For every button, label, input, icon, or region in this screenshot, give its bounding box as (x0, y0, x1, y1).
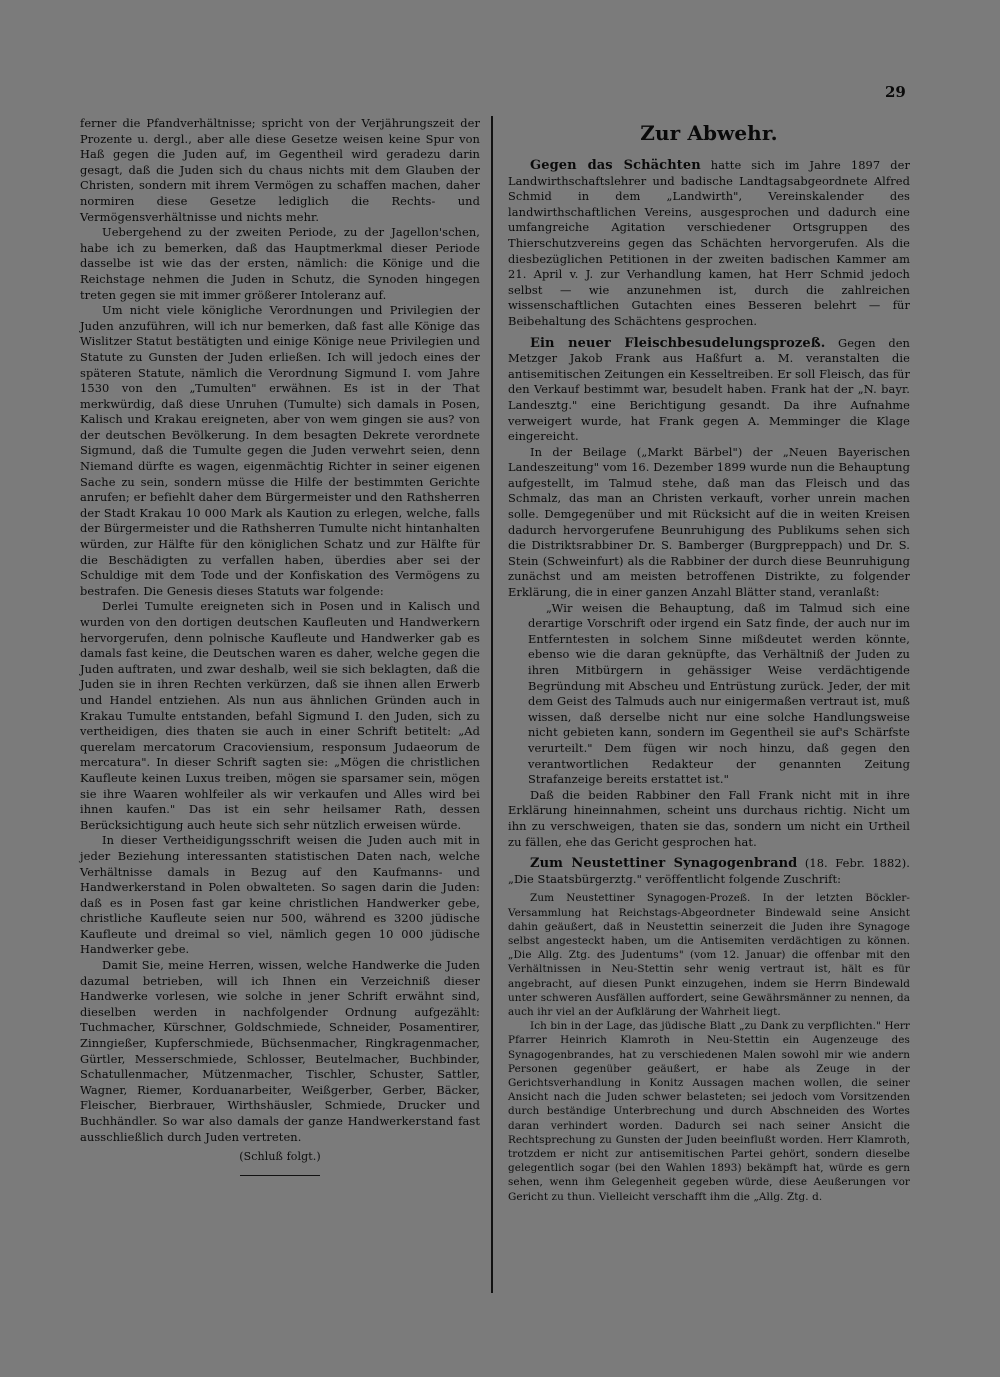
closing-rule (240, 1175, 320, 1176)
paragraph: Daß die beiden Rabbiner den Fall Frank nicht mit in ihre Erklärung hineinnahmen, scheint uns durchaus richtig. Nicht um ihn zu verschweigen, thaten sie das, sondern um nicht ein Urtheil zu fällen, ehe das Gericht gesprochen hat. (508, 787, 910, 849)
quoted-declaration: „Wir weisen die Behauptung, daß im Talmud sich eine derartige Vorschrift oder irgend ein Satz finde, der auch nur im Entferntesten in solchem Sinne mißdeutet werden könnte, ebenso wie die daran geknüpfte, das Verhältniß der Juden zu ihren Mitbürgern in gehässiger Weise verdächtigende Begründung mit Abscheu und Entrüstung zurück. Jeder, der mit dem Geist des Talmuds auch nur einigermaßen vertraut ist, muß wissen, daß derselbe nicht nur eine solche Handlungsweise nicht gebieten kann, sondern im Gegentheil sie auf's Schärfste verurteilt." Dem fügen wir noch hinzu, daß gegen den verantwortlichen Redakteur der genannten Zeitung Strafanzeige bereits erstattet ist." (528, 600, 910, 787)
column-divider (491, 116, 493, 1293)
article-heading: Ein neuer Fleischbesudelungsprozeß. (530, 335, 826, 351)
article-text: hatte sich im Jahre 1897 der Landwirthschaftslehrer und badische Landtagsabgeordnete Alfred Schmid in dem „Landwirth", Vereinskalender des landwirthschaftlichen Vereins, ausgesprochen und dadurch eine umfangreiche Agitation verschiedener Ortsgruppen des Thierschutzvereins gegen das Schächten hervorgerufen. Als die diesbezüglichen Petitionen in der zweiten badischen Kammer am 21. April v. J. zur Verhandlung kamen, hat Herr Schmid jedoch selbst — wie anzunehmen ist, durch die zahlreichen wissenschaftlichen Gutachten eines Besseren belehrt — für Beibehaltung des Schächtens gesprochen. (508, 158, 911, 328)
left-column (80, 116, 480, 1176)
paragraph: Derlei Tumulte ereigneten sich in Posen und in Kalisch und wurden von den dortigen deutschen Kaufleuten und Handwerkern hervorgerufen, denn polnische Kaufleute und Handwerker gab es damals fast keine, die Deutschen waren es daher, welche gegen die Juden auftraten, und zwar deshalb, weil sie sich beklagten, daß die Juden sie in ihren Rechten verkürzen, daß sie ihnen allen Erwerb und Handel entziehen. Als nun aus ähnlichen Gründen auch in Krakau Tumulte entstanden, befahl Sigmund I. den Juden, sich zu vertheidigen, dies thaten sie auch in einer Schrift betitelt: „Ad querelam mercatorum Cracoviensium, responsum Judaeorum de mercatura". In dieser Schrift sagten sie: „Mögen die christlichen Kaufleute keinen Luxus treiben, mögen sie sparsamer sein, mögen sie ihre Waaren wohlfeiler als wir verkaufen und Alles wird bei ihnen kaufen." Das ist ein sehr heilsamer Rath, dessen Berücksichtigung auch heute sich sehr nützlich erweisen würde. (80, 599, 480, 832)
paragraph: ferner die Pfandverhältnisse; spricht von der Verjährungszeit der Prozente u. dergl., aber alle diese Gesetze weisen keine Spur von Haß gegen die Juden auf, im Gegentheil wird geradezu darin gesagt, daß die Juden sich du chaus nichts mit dem Glauben der Christen, sondern mit ihrem Vermögen zu schaffen machen, daher normiren diese Gesetze lediglich die Rechts- und Vermögensverhältnisse und nichts mehr. (80, 116, 480, 224)
article-fleischbesudelung (508, 336, 910, 445)
article-schaechten (508, 158, 910, 330)
letter-paragraph: Ich bin in der Lage, das jüdische Blatt „zu Dank zu verpflichten." Herr Pfarrer Heinrich Klamroth in Neu-Stettin ein Augenzeuge des Synagogenbrandes, hat zu verschiedenen Malen sowohl mir wie andern Personen gegenüber geäußert, er habe als Zeuge in der Gerichtsverhandlung in Konitz Aussagen machen wollen, die seiner Ansicht nach die Juden schwer belasteten; sei jedoch vom Vorsitzenden durch beständige Unterbrechung und durch Abschneiden des Wortes daran verhindert worden. Dadurch sei nach seiner Ansicht die Rechtsprechung zu Gunsten der Juden beeinflußt worden. Herr Klamroth, trotzdem er nicht zur antisemitischen Partei gehört, sondern dieselbe gelegentlich sogar (bei den Wahlen 1893) bekämpft hat, würde es gern sehen, wenn ihm Gelegenheit gegeben würde, diese Aeußerungen vor Gericht zu thun. Vielleicht verschafft ihm die „Allg. Ztg. d. (508, 1020, 910, 1203)
article-text: (18. Febr. 1882). „Die Staatsbürgerztg." veröffentlicht folgende Zuschrift: (508, 856, 910, 886)
article-text: Gegen den Metzger Jakob Frank aus Haßfurt a. M. veranstalten die antisemitischen Zeitungen ein Kesseltreiben. Er soll Fleisch, das für den Verkauf bestimmt war, besudelt haben. Frank hat der „N. bayr. Landesztg." eine Berichtigung gesandt. Da ihre Aufnahme verweigert wurde, hat Frank gegen A. Memminger die Klage eingereicht. (508, 335, 910, 444)
paragraph: In dieser Vertheidigungsschrift weisen die Juden auch mit in jeder Beziehung interessanten statistischen Daten nach, welche Verhältnisse damals in Bezug auf den Kaufmanns- und Handwerkerstand in Polen obwalteten. So sagen darin die Juden: daß es in Posen fast gar keine christlichen Handwerker gebe, christliche Kaufleute seien nur 500, während es 3200 jüdische Kaufleute und dreimal so viel, nämlich gegen 10 000 jüdische Handwerker gebe. (80, 833, 480, 957)
section-title: Zur Abwehr. (640, 121, 778, 145)
article-heading: Zum Neustettiner Synagogenbrand (530, 856, 798, 872)
paragraph: In der Beilage („Markt Bärbel") der „Neuen Bayerischen Landeszeitung" vom 16. Dezember 1899 wurde nun die Behauptung aufgestellt, im Talmud stehe, daß man das Fleisch und das Schmalz, das man an Christen verkauft, vorher unrein machen solle. Demgegenüber und mit Rücksicht auf die in weiten Kreisen dadurch hervorgerufene Beunruhigung des Publikums sehen sich die Distriktsrabbiner Dr. S. Bamberger (Burgpreppach) und Dr. S. Stein (Schweinfurt) als die Rabbiner der durch diese Beunruhigung zunächst und am meisten betroffenen Distrikte, zu folgender Erklärung, die in einer ganzen Anzahl Blätter stand, veranlaßt: (508, 444, 910, 600)
paragraph: Um nicht viele königliche Verordnungen und Privilegien der Juden anzuführen, will ich nur bemerken, daß fast alle Könige das Wislitzer Statut bestätigten und einige Könige neue Privilegien und Statute zu Gunsten der Juden erließen. Ich will jedoch eines der späteren Statute, nämlich die Verordnung Sigmund I. vom Jahre 1530 von den „Tumulten" erwähnen. Es ist in der That merkwürdig, daß diese Unruhen (Tumulte) sich damals in Posen, Kalisch und Krakau ereigneten, aber von wem gingen sie aus? von der deutschen Bevölkerung. In dem besagten Dekrete verordnete Sigmund, daß die Tumulte gegen die Juden verwehrt seien, denn Niemand dürfte es wagen, eigenmächtig Richter in seiner eigenen Sache zu sein, sondern müsse die Hilfe der bestimmten Gerichte anrufen; er befiehlt daher dem Bürgermeister und den Rathsherren der Stadt Krakau 10 000 Mark als Kaution zu erlegen, welche, falls der Bürgermeister und die Rathsherren Tumulte nicht hintanhalten würden, zur Hälfte für den königlichen Schatz und zur Hälfte für die Beschädigten zu verfallen haben, überdies aber sei der Schuldige mit dem Tode und der Konfiskation des Vermögens zu bestrafen. Die Genesis dieses Statuts war folgende: (80, 303, 480, 598)
article-neustettin (508, 856, 910, 887)
paragraph: Uebergehend zu der zweiten Periode, zu der Jagellon'schen, habe ich zu bemerken, daß das Hauptmerkmal dieser Periode dasselbe ist wie das der ersten, nämlich: die Könige und die Reichstage nehmen die Juden in Schutz, die Synoden hingegen treten gegen sie mit immer größerer Intoleranz auf. (80, 225, 480, 302)
letter-paragraph: Zum Neustettiner Synagogen-Prozeß. In der letzten Böckler-Versammlung hat Reichstags-Abgeordneter Bindewald seine Ansicht dahin geäußert, daß in Neustettin seinerzeit die Juden ihre Synagoge selbst angesteckt haben, um die Antisemiten verdächtigen zu können. „Die Allg. Ztg. des Judentums" (vom 12. Januar) die offenbar mit den Verhältnissen in Neu-Stettin sehr wenig vertraut ist, hält es für angebracht, auf diesen Punkt einzugehen, indem sie Herrn Bindewald unter schweren Ausfällen auffordert, seine Gewährsmänner zu nennen, da auch ihr viel an der Aufklärung der Wahrheit liegt. (508, 892, 910, 1018)
paragraph: Damit Sie, meine Herren, wissen, welche Handwerke die Juden dazumal betrieben, will ich Ihnen ein Verzeichniß dieser Handwerke vorlesen, wie solche in jener Schrift erwähnt sind, dieselben werden in nachfolgender Ordnung aufgezählt: Tuchmacher, Kürschner, Goldschmiede, Schneider, Posamentirer, Zinngießer, Kupferschmiede, Büchsenmacher, Ringkragenmacher, Gürtler, Messerschmiede, Schlosser, Beutelmacher, Buchbinder, Schatullenmacher, Mützenmacher, Tischler, Schuster, Sattler, Wagner, Riemer, Korduanarbeiter, Weißgerber, Gerber, Bäcker, Fleischer, Bierbrauer, Wirthshäusler, Schmiede, Drucker und Buchhändler. So war also damals der ganze Handwerkerstand fast ausschließlich durch Juden vertreten. (80, 958, 480, 1144)
right-column (508, 116, 910, 1204)
page-number: 29 (885, 83, 906, 101)
article-heading: Gegen das Schächten (530, 158, 701, 173)
continuation-note: (Schluß folgt.) (239, 1150, 321, 1164)
